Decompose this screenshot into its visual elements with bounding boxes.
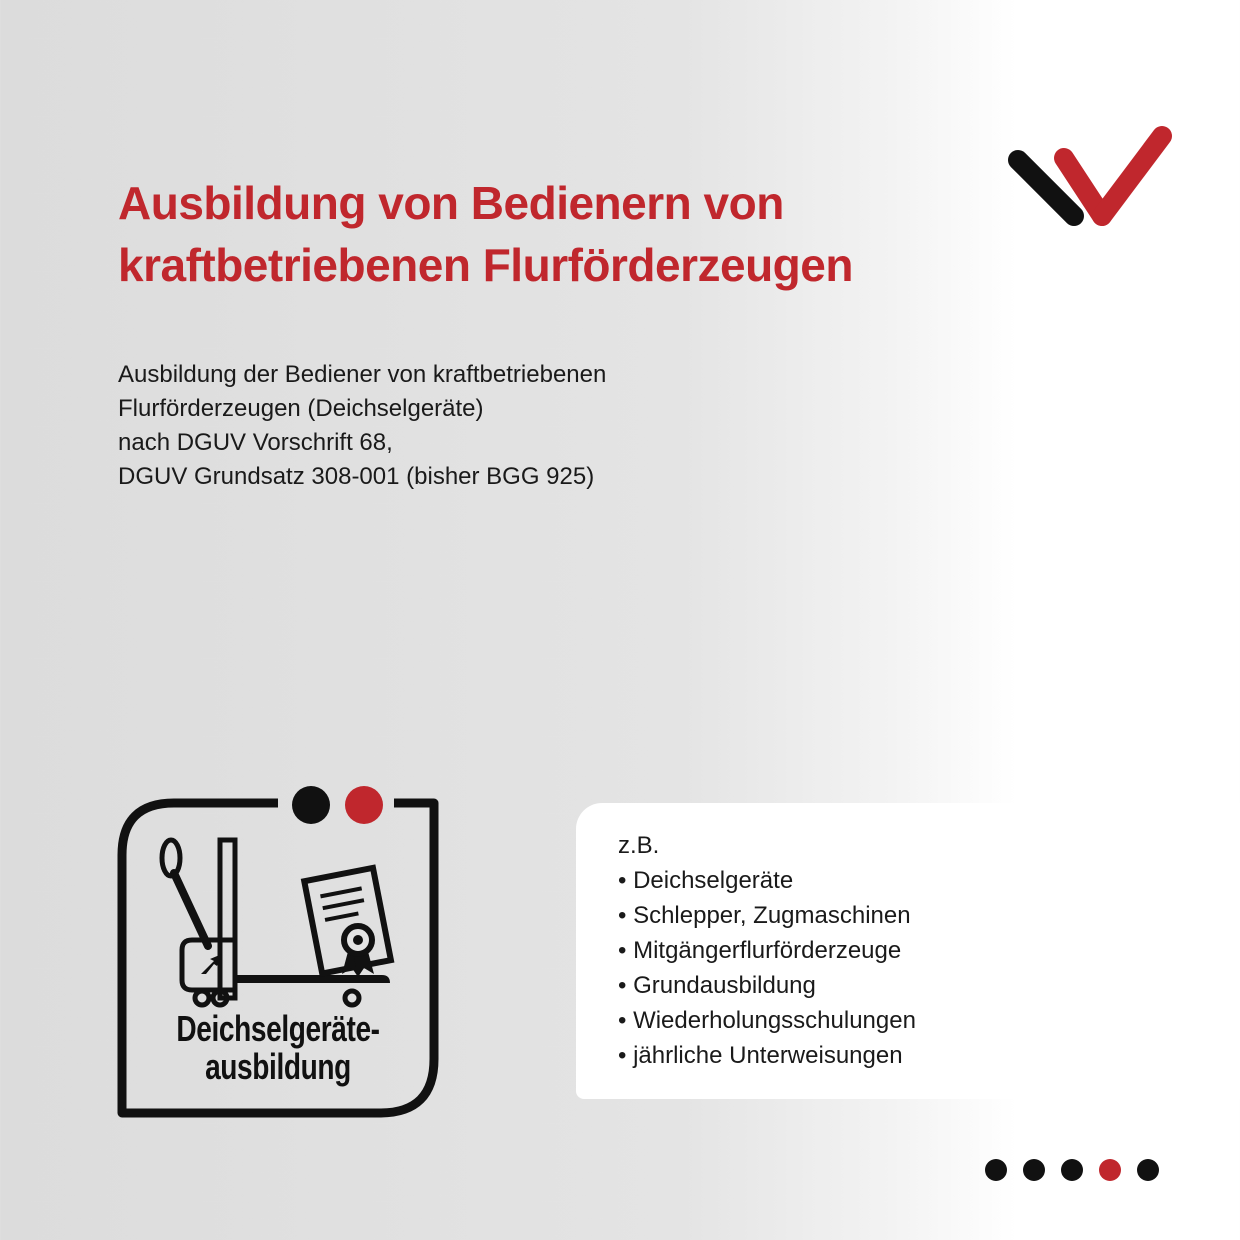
pagination-dot[interactable] (1061, 1159, 1083, 1181)
offer-list (618, 828, 1038, 1073)
description-line: Ausbildung der Bediener von kraftbetriebenen (118, 361, 607, 388)
badge-label-line-2: ausbildung (205, 1046, 351, 1087)
page-title (118, 172, 1018, 296)
description-line: DGUV Grundsatz 308-001 (bisher BGG 925) (118, 463, 595, 490)
pagination-dot[interactable] (1137, 1159, 1159, 1181)
badge-label-line-1: Deichselgeräte- (176, 1008, 380, 1049)
title-line-2: kraftbetriebenen Flurförderzeugen (118, 239, 853, 291)
pagination-dot[interactable] (985, 1159, 1007, 1181)
description (118, 358, 818, 494)
badge-label (147, 1010, 409, 1086)
pagination-dot-active[interactable] (1099, 1159, 1121, 1181)
pagination-dots (985, 1159, 1159, 1183)
checkmark-logo-icon (1004, 118, 1174, 236)
title-line-1: Ausbildung von Bedienern von (118, 177, 784, 229)
pagination-dot[interactable] (1023, 1159, 1045, 1181)
list-item: z.B. (618, 832, 660, 859)
list-item: • Mitgängerflurförderzeuge (618, 937, 902, 964)
list-item: • Wiederholungsschulungen (618, 1007, 916, 1034)
list-item: • Grundausbildung (618, 972, 816, 999)
description-line: Flurförderzeugen (Deichselgeräte) (118, 395, 484, 422)
description-line: nach DGUV Vorschrift 68, (118, 429, 393, 456)
list-item: • Deichselgeräte (618, 867, 794, 894)
list-item: • jährliche Unterweisungen (618, 1042, 903, 1069)
list-item: • Schlepper, Zugmaschinen (618, 902, 911, 929)
